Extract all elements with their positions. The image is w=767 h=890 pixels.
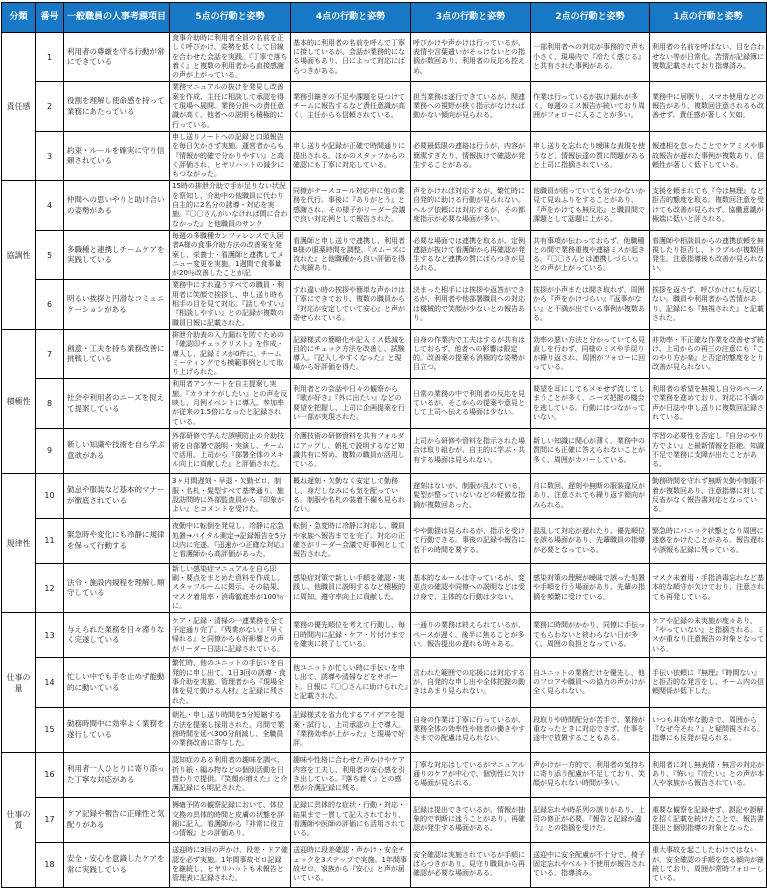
score-1-cell: 非効率・不正確な作業を改善せず続け、上司からの再三の注意にも『このやり方が楽』と否定的態度をとり改善が見られない。 bbox=[650, 329, 767, 378]
score-4-cell: 概ね遅刻・欠勤なく安定して勤務し、身だしなみにも気を配っている。制服や名札の装着不備も見られない。 bbox=[291, 473, 411, 518]
item-cell: ケア記録や報告に正確性と気配りがある bbox=[64, 797, 170, 842]
table-row bbox=[2, 797, 767, 842]
score-2-cell: 段取りや時間配分が苦手で、業務が重なったときに対応できず、仕事を途中で放置することもある。 bbox=[531, 707, 650, 752]
row-number-cell: 17 bbox=[36, 797, 64, 842]
score-2-cell: 送迎中に安全配慮が不十分で、椅子固定忘れやベルト不使用が報告されている。指導済み。 bbox=[531, 842, 650, 887]
score-5-cell: ケア・記録・清掃の一連業務を全て予定通り完了。『残業がない』『早く帰れる』と同僚からも好影響との声がリーダー日誌に記録されている。 bbox=[170, 613, 291, 658]
score-5-cell: 認知症のある利用者の趣味を調べ、折り紙・編み物などの個別活動を日替わりで提供。『笑顔が増えた』と介護記録にも明記された。 bbox=[170, 752, 291, 797]
score-3-cell: 担当業務は遂行できているが、関連業務への視野が狭く指示がなければ動かない傾向が見られる。 bbox=[411, 82, 531, 131]
row-number-cell: 3 bbox=[36, 131, 64, 180]
item-cell: 利用者一人ひとりに寄り添った丁寧な対応がある bbox=[64, 752, 170, 797]
column-header-1: 分類 bbox=[2, 3, 36, 33]
score-2-cell: 新しい知識に関心が薄く、業務中の質問にも正確に答えられないことが多く、周囲がカバーしている。 bbox=[531, 428, 650, 473]
row-number-cell: 8 bbox=[36, 379, 64, 428]
score-2-cell: 効率の悪い方法と分かっていても見直しを行わず、同様のミスや手戻りが繰り返され、周囲がフォローに回っている。 bbox=[531, 329, 650, 378]
score-5-cell: 外部研修で学んだ誤嚥防止の介助技術を自部署で説明・実演し、チームで活用。上司から『部署全体のスキル向上に貢献した』と評価された。 bbox=[170, 428, 291, 473]
score-1-cell: 手伝い依頼に『無理』『時間ない』と拒否的な発言をし、チーム内の信頼関係が低下した。 bbox=[650, 658, 767, 707]
item-cell: 勤務時間中に効率よく業務を遂行している bbox=[64, 707, 170, 752]
column-header-4: 5点の行動と姿勢 bbox=[170, 3, 291, 33]
table-row bbox=[2, 707, 767, 752]
score-4-cell: 送迎時に段差確認・声かけ・安全チェックを3ステップで実施。1年間事故ゼロ、家族から『安心』と声が届いている。 bbox=[291, 842, 411, 887]
category-cell: 規律性 bbox=[2, 473, 36, 612]
row-number-cell: 9 bbox=[36, 428, 64, 473]
score-2-cell: 自ユニットの業務だけを優先し、他のフロアや職員への協力の声かけが全く見られない。 bbox=[531, 658, 650, 707]
score-5-cell: 朝礼・申し送り時間を5分短縮する方法を提案し採用された。月間で業務時間を延べ300分削減し、全職員の業務改善に寄与した。 bbox=[170, 707, 291, 752]
score-1-cell: ケアや記録の未実施が度々あり、『やっていない』と指摘される。ミスが重なり注意報告の対象となっている。 bbox=[650, 613, 767, 658]
table-row bbox=[2, 33, 767, 82]
score-1-cell: マスク未着用・手指消毒忘れなど基本的な順守が欠けており、注意されても再発している。 bbox=[650, 563, 767, 612]
score-1-cell: 重大事故を起こしたわけではないが、安全確認の手順を怠る傾向が継続しており、周囲が常時フォローしている。 bbox=[650, 842, 767, 887]
score-3-cell: やや動揺は見られるが、指示を受けて行動できる。事後の記録や報告に若干の時間を要する。 bbox=[411, 518, 531, 563]
score-3-cell: 自身の作業内で工夫はするが共有はしておらず、他者への影響は限定的。改善案の提案も消極的な姿勢が目立つ。 bbox=[411, 329, 531, 378]
score-3-cell: 日常の業務の中で利用者の反応を見ているが、そこからの提案や意見として上司へ伝える場面は少ない。 bbox=[411, 379, 531, 428]
score-3-cell: 基本的なルールは守っているが、変更点の確認や同僚への説明などは受け身で、主体的な行動は少ない。 bbox=[411, 563, 531, 612]
score-4-cell: 介護技術の研修資料を共有フォルダにアップし、朝礼で説明するなど知識共有に努め、複数の職員が活用している。 bbox=[291, 428, 411, 473]
score-2-cell: 挨拶が小声または聞き取れず、周囲から『声をかけづらい』『返事がない』と不満が出ている事例が複数ある。 bbox=[531, 280, 650, 329]
item-cell: 創意・工夫を持ち業務改善に挑戦している bbox=[64, 329, 170, 378]
score-5-cell: 3ヶ月間遅刻・早退・欠勤ゼロ、制服・名札・髪型すべて基準通り。施設訪問時に外部監査員から『印象がよい』とコメントを受けた。 bbox=[170, 473, 291, 518]
item-cell: 仲間への思いやりと助け合いの姿勢がある bbox=[64, 181, 170, 230]
score-3-cell: 言われた範囲での応援には対応するが、自発的な申し出や全体把握の動きはあまり見られない。 bbox=[411, 658, 531, 707]
score-5-cell: 毎週の多職種カンファレンスで入居者A様の食事介助方法の改善案を発案し、栄養士・看護師と連携してメニュー変更を実施。1週間で食事量が20％改善したことが記 bbox=[170, 230, 291, 279]
score-2-cell: 要望を耳にしてもメモせず流してしまうことが多く、ニーズ把握の機会を逃している。行動にはつながっていない。 bbox=[531, 379, 650, 428]
row-number-cell: 6 bbox=[36, 280, 64, 329]
item-cell: 緊急時や変化にも冷静に規律を保って行動する bbox=[64, 518, 170, 563]
row-number-cell: 1 bbox=[36, 33, 64, 82]
item-cell: 約束・ルールを確実に守り信頼されている bbox=[64, 131, 170, 180]
category-cell: 積極性 bbox=[2, 329, 36, 473]
row-number-cell: 14 bbox=[36, 658, 64, 707]
score-5-cell: 利用者アンケートを自主提案し実施。『カラオケがしたい』との声を反映し、月例イベントに導入。参加率が従来の1.5倍になったと記録されている。 bbox=[170, 379, 291, 428]
evaluation-table bbox=[1, 2, 767, 888]
row-number-cell: 15 bbox=[36, 707, 64, 752]
score-2-cell: 一部利用者への対応が事務的で声も小さく、現場内で『冷たく感じる』と共有された事例がある。 bbox=[531, 33, 650, 82]
score-4-cell: 転倒・急変時に冷静に対応し、職員や家族へ報告までを完了。対応の正確さがリーダー会議で好事例として報告された。 bbox=[291, 518, 411, 563]
score-2-cell: 記録忘れや時系列の誤りがあり、上司の修正が必要。『報告と記録が違う』との指摘を受けた。 bbox=[531, 797, 650, 842]
score-4-cell: 申し送りや記録が正確で時間通りに提出される。ほかのスタッフからの確認にも丁寧に対応している。 bbox=[291, 131, 411, 180]
score-4-cell: 業務引継ぎの不足や課題を見つけてチームに報告するなど責任意識が高く、主任からも信頼されている。 bbox=[291, 82, 411, 131]
row-number-cell: 10 bbox=[36, 473, 64, 518]
score-3-cell: 上司から研修や資料を指示された場合は取り組むが、自主的に学ぶ・共有する場面は見られない。 bbox=[411, 428, 531, 473]
category-cell: 仕事の質 bbox=[2, 752, 36, 887]
score-3-cell: 必要最低限の連絡は行うが、内容が簡潔すぎたり、情報抜けで確認が発生することがある。 bbox=[411, 131, 531, 180]
score-1-cell: 支援を頼まれても『今は無理』など拒否的態度を取る。複数回注意を受けても改善が見られず、協働意識が極端に低いと評される。 bbox=[650, 181, 767, 230]
score-4-cell: 看護師と申し送りで連携し、利用者B様の服薬時間を調整。『スムーズに流れた』と他職種から良い評価を得た実績あり。 bbox=[291, 230, 411, 279]
table-row bbox=[2, 181, 767, 230]
category-cell: 仕事の量 bbox=[2, 613, 36, 752]
score-3-cell: 一通りの業務は終えられているが、ペースが遅く、後半に焦ることが多い。報告提出の遅れも時々ある。 bbox=[411, 613, 531, 658]
table-row bbox=[2, 280, 767, 329]
row-number-cell: 7 bbox=[36, 329, 64, 378]
column-header-5: 4点の行動と姿勢 bbox=[291, 3, 411, 33]
score-4-cell: 趣味や性格に合わせた声かけやケア内容を工夫し、利用者の安心感を引き出している。『落ち着く』との感想が介護記録に残る。 bbox=[291, 752, 411, 797]
score-3-cell: 丁寧な対応はしているがマニュアル通りのケアが中心で、個別性に欠ける場面が見られる。 bbox=[411, 752, 531, 797]
score-3-cell: 必要な場面では連携を取るが、定例連絡が抜けて看護師から再確認が発生するなど連携の質にばらつきが見られる。 bbox=[411, 230, 531, 279]
table-row bbox=[2, 230, 767, 279]
score-4-cell: すれ違い時の挨拶や簡単な声かけは丁寧にできており、複数の職員から『対応が安定していて安心』と声が寄せられている。 bbox=[291, 280, 411, 329]
score-1-cell: 業務中に居眠り、スマホ使用などの報告があり、複数回注意されるも改善せず、責任感が著しく欠如。 bbox=[650, 82, 767, 131]
score-1-cell: 挨拶を返さず、呼びかけにも反応しない。職員や利用者から苦情があり、記録にも『無視された』と記載された。 bbox=[650, 280, 767, 329]
table-row bbox=[2, 518, 767, 563]
score-1-cell: 利用者の名前を呼ばない、目を合わせない等が日常化。苦情が記録簿に複数記載されており指導済み。 bbox=[650, 33, 767, 82]
item-cell: 新しい知識や技術を自ら学ぶ意欲がある bbox=[64, 428, 170, 473]
score-2-cell: 業務に時間がかかり、同僚に手伝ってもらわないと終わらない日が多く、周囲の負担となっている。 bbox=[531, 613, 650, 658]
score-5-cell: 食事介助時に利用者全員の名前を正しく呼びかけ、姿勢を低くして目線を合わせた会話を実践。『丁寧で落ち着く』と複数の利用者から直接感謝の声が上がっている。 bbox=[170, 33, 291, 82]
table-row bbox=[2, 473, 767, 518]
table-row bbox=[2, 752, 767, 797]
score-3-cell: 呼びかけや声かけは行っているが、表情や言葉遣いがそっけないとの指摘が数回あり、利用者の反応も控えめ。 bbox=[411, 33, 531, 82]
item-cell: 利用者の尊厳を守る行動が常にできている bbox=[64, 33, 170, 82]
score-2-cell: 作業は行っているが抜け漏れが多く、毎週のミス報告が続いており周囲がフォローに入ることが多い。 bbox=[531, 82, 650, 131]
score-4-cell: 記録様式を省力化するアイデアを提案・試行し、上司承認の上で導入。『業務効率が上がった』と現場で好評。 bbox=[291, 707, 411, 752]
score-4-cell: 基本的に利用者の名前を呼んで丁寧に接しているが、会話が業務的になる場面もあり、日によって対応にばらつきがある。 bbox=[291, 33, 411, 82]
score-3-cell: 声をかければ対応するが、繁忙時に自発的に助ける行動が見られない。ヘルプ依頼には対応するが、その都度指示が必要な場面が多い。 bbox=[411, 181, 531, 230]
score-1-cell: いつも非効率な動きで、周囲から『なぜ今それ？』と疑問視される。指導にも反発が見られる。 bbox=[650, 707, 767, 752]
score-4-cell: 業務の優先順位を考えて行動し、毎日時間内に記録・ケア・片付けまでを確実に終了している。 bbox=[291, 613, 411, 658]
score-5-cell: 業務マニュアルの抜けを発見し改善案を作成、主任に相談して承認を得て現場へ展開。業務分担への責任意識が高く、他者への説明も積極的に行っている。 bbox=[170, 82, 291, 131]
score-5-cell: 新しい感染症マニュアルを自ら印刷・要点をまとめた資料を作成し、スタッフルームに掲示。その結果、マスク着用率・消毒徹底率が100％に。 bbox=[170, 563, 291, 612]
score-1-cell: 重要な観察を記録せず、誤記や誤解を招く記載を続けたことで、報告書提出と個別指導の対象となった。 bbox=[650, 797, 767, 842]
row-number-cell: 2 bbox=[36, 82, 64, 131]
score-1-cell: 学習の必要性を否定し『自分のやり方でよい』と最新情報を拒絶。知識不足で業務に支障が出たことがある。 bbox=[650, 428, 767, 473]
score-2-cell: 声かけが一方的で、利用者の気持ちに寄り添う配慮が不足しており、笑顔が見られない時間が多い。 bbox=[531, 752, 650, 797]
score-5-cell: 15時の排泄介助で手が足りない状況を察知し、介助中の他職員に代わり自主的に2名分の誘導・対応を実施。『〇〇さんがいなければ間に合わなかった』と他職員のサンク bbox=[170, 181, 291, 230]
score-5-cell: 繁忙時、他のユニットの手伝いを自発的に申し出て、1日3回の誘導・食事介助を実施。管理者から『現場全体を見て動ける人材』と記録に残された。 bbox=[170, 658, 291, 707]
score-1-cell: 利用者の希望を無視し自分のペースで業務を進めており、対応に不満の声が日誌や申し送りに複数回記録されている。 bbox=[650, 379, 767, 428]
item-cell: 忙しい中でも手を止めず能動的に動いている bbox=[64, 658, 170, 707]
score-1-cell: 報連相を怠ったことでケアミスや事故報告が遅れた事例が複数あり、信頼性が著しく低下している。 bbox=[650, 131, 767, 180]
column-header-6: 3点の行動と姿勢 bbox=[411, 3, 531, 33]
score-4-cell: 他ユニットが忙しい時に手伝いを申し出て、誘導や清掃などをサポート。日報に『〇〇さんに助けられた』と記載された。 bbox=[291, 658, 411, 707]
row-number-cell: 11 bbox=[36, 518, 64, 563]
score-3-cell: 安全確認は実施されているが手順にばらつきがあり、見守り職員から再確認が必要な場面がある。 bbox=[411, 842, 531, 887]
category-cell: 協調性 bbox=[2, 181, 36, 329]
score-5-cell: 褥瘡予防の観察記録において、体位交換の具体的時間と皮膚の状態を詳細に記入。看護師から『非常に役立つ情報』との評価あり。 bbox=[170, 797, 291, 842]
column-header-7: 2点の行動と姿勢 bbox=[531, 3, 650, 33]
table-row bbox=[2, 842, 767, 887]
score-1-cell: 看護師や相談員からの連携依頼を無視したり拒否し、トラブルが複数回発生。注意指導後も改善が見られない。 bbox=[650, 230, 767, 279]
item-cell: 法令・施設内規程を理解し順守している bbox=[64, 563, 170, 612]
item-cell: 与えられた業務を日々滞りなく完遂している bbox=[64, 613, 170, 658]
score-1-cell: 利用者に対し無表情・無言の対応があり、『怖い』『冷たい』との声が本人や家族から報告されている。 bbox=[650, 752, 767, 797]
column-header-8: 1点の行動と姿勢 bbox=[650, 3, 767, 33]
row-number-cell: 13 bbox=[36, 613, 64, 658]
row-number-cell: 16 bbox=[36, 752, 64, 797]
score-1-cell: 勤務時間を守れず無断欠勤や制服不着が複数回あり、注意指導に対して反省がなく報告書対応となっている。 bbox=[650, 473, 767, 518]
item-cell: 社会や利用者のニーズを捉えて提案している bbox=[64, 379, 170, 428]
score-4-cell: 記録様式の簡略化や記入ミス低減を目的にチェック方法を改善し、試験導入。『記入しやすくなった』と現場から好評価を得た。 bbox=[291, 329, 411, 378]
item-cell: 役割を理解し使命感を持って業務にあたっている bbox=[64, 82, 170, 131]
score-5-cell: 申し送りノートへの記録と口頭報告を毎日欠かさず実施。運営者からも『情報が的確で分かりやすい』と高く評価され、ヒヤリハットの減少にもつながった。 bbox=[170, 131, 291, 180]
item-cell: 明るい挨拶と円滑なコミュニケーションがある bbox=[64, 280, 170, 329]
score-3-cell: 決まった相手には挨拶や返答ができるが、利用者や他部署職員への対応は機械的で笑顔が少ないとの報告あり。 bbox=[411, 280, 531, 329]
table-row bbox=[2, 131, 767, 180]
row-number-cell: 12 bbox=[36, 563, 64, 612]
score-2-cell: 申し送りを忘れたり曖昧な表現を使うなど、情報伝達の質に問題があると上司に指摘されている。 bbox=[531, 131, 650, 180]
item-cell: 安全・安心を意識したケアを常に実践している bbox=[64, 842, 170, 887]
table-row bbox=[2, 613, 767, 658]
score-2-cell: 混乱して対応が遅れたり、優先順位を誤る場面があり、先輩職員の指導が必要となっている。 bbox=[531, 518, 650, 563]
table-row bbox=[2, 658, 767, 707]
column-header-3: 一般職員の人事考課項目 bbox=[64, 3, 170, 33]
score-4-cell: 利用者との会話や日々の観察から『歌が好き』『外に出たい』などの要望を把握し、上司に企画提案を行い一部が実現された。 bbox=[291, 379, 411, 428]
score-5-cell: 業務中にすれ違うすべての職員・利用者に笑顔で挨拶し、申し送り時も相手の目を見て対応。『話しやすい』『相談しやすい』との記録が複数の職員日報に記載された。 bbox=[170, 280, 291, 329]
row-number-cell: 18 bbox=[36, 842, 64, 887]
table-row bbox=[2, 563, 767, 612]
column-header-2: 番号 bbox=[36, 3, 64, 33]
score-4-cell: 感染症対策で新しい手順を確認・実践し、他職員に説明するなど積極的に周知。遵守率向上に貢献した。 bbox=[291, 563, 411, 612]
table-header bbox=[2, 3, 767, 33]
item-cell: 多職種と連携しチームケアを実践している bbox=[64, 230, 170, 279]
score-4-cell: 同僚がナースコール対応中に他の業務を代行。事後に『ありがとう』と感謝され、その様子がリーダー会議で良い対応例として報告された。 bbox=[291, 181, 411, 230]
table-row bbox=[2, 428, 767, 473]
score-4-cell: 記録に具体的な症状・行動・対応・結果まで一貫して記入されており、看護師や医師の評価にも活用されている。 bbox=[291, 797, 411, 842]
category-cell: 責任感 bbox=[2, 33, 36, 181]
score-2-cell: 他職員が困っていても気づかないか見て見ぬふりをすることがあり、『声をかけても無反応』と職員間で課題として話題に上がる。 bbox=[531, 181, 650, 230]
score-2-cell: 感染対策の理解が曖昧で誤った処置や手順を行う場面があり、先輩の指摘を頻繁に受けている。 bbox=[531, 563, 650, 612]
row-number-cell: 5 bbox=[36, 230, 64, 279]
score-5-cell: 排泄介助表の入力漏れを防ぐための『確認印チェックリスト』を作成・導入し、記録ミスが0件に。チームミーティングでも模範事例として取り上げられた。 bbox=[170, 329, 291, 378]
table-row bbox=[2, 329, 767, 378]
score-2-cell: 共有事項が伝わっておらず、他職種との間で業務重複や連絡ミスが起きる。『〇〇さんとは連携しづらい』との声が上がっている。 bbox=[531, 230, 650, 279]
score-2-cell: 月に数回、遅刻や無断の服装違反があり、注意されても繰り返す傾向がみられる。 bbox=[531, 473, 650, 518]
score-3-cell: 自身の作業は丁寧に行っているが、業務全体の効率性や他者の働きやすさまでの配慮は見られない。 bbox=[411, 707, 531, 752]
item-cell: 勤怠や服装など基本的マナーが徹底されている bbox=[64, 473, 170, 518]
score-3-cell: 記録は提出できているが、情報が抽象的で判断に迷うことがあり、再確認が発生する場面がある。 bbox=[411, 797, 531, 842]
score-3-cell: 遅刻はないが、制服が乱れている、髪型が整っていないなどの軽微な指摘が複数回あった。 bbox=[411, 473, 531, 518]
table-row bbox=[2, 379, 767, 428]
score-1-cell: 緊急時にパニック状態となり周囲に迷惑をかけたことがある。報告遅れや誤報も記録に残っている。 bbox=[650, 518, 767, 563]
table-row bbox=[2, 82, 767, 131]
score-5-cell: 夜勤中に転倒を発見し、冷静に応急処置→バイタル測定→記録報告を5分以内に完遂。『迅速かつ正確な対応』と看護師から高評価があった。 bbox=[170, 518, 291, 563]
row-number-cell: 4 bbox=[36, 181, 64, 230]
score-5-cell: 送迎時に3回の声かけ、段差・ドア確認を必ず実施。1年間事故ゼロ記録を継続し、ヒヤリハットも未報告と管理表に記録された。 bbox=[170, 842, 291, 887]
